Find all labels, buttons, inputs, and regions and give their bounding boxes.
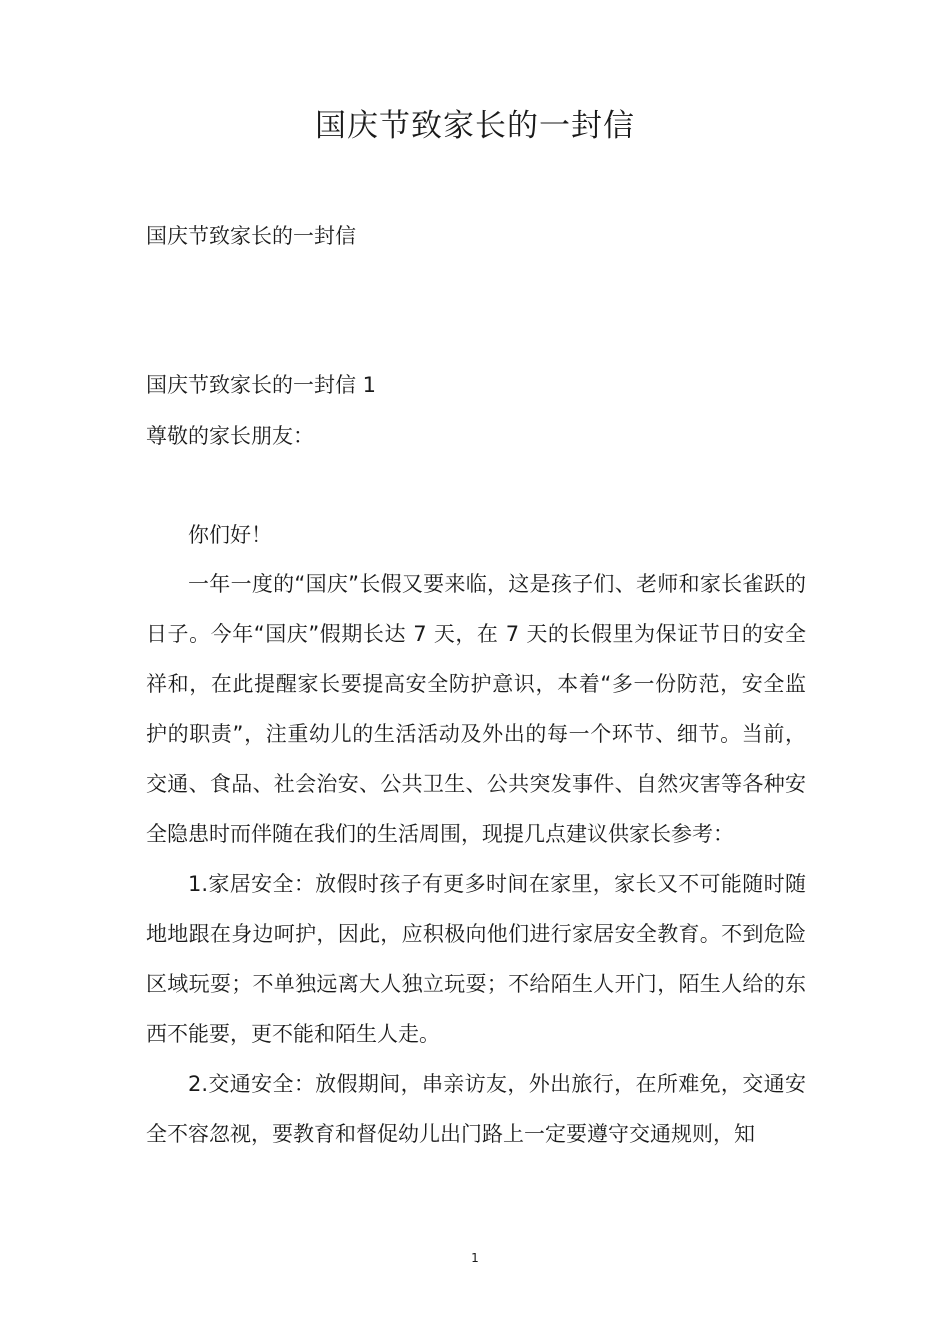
- document-title: 国庆节致家长的一封信: [315, 108, 635, 144]
- document-subtitle: 国庆节致家长的一封信: [146, 224, 356, 248]
- page-number: 1: [471, 1251, 479, 1265]
- letter-body: [146, 559, 806, 1159]
- paragraph-intro: 一年一度的“国庆”长假又要来临，这是孩子们、老师和家长雀跃的日子。今年“国庆”假期长达 7 天，在 7 天的长假里为保证节日的安全祥和，在此提醒家长要提高安全防护意识，本着“多一份防范，安全监护的职责”，注重幼儿的生活活动及外出的每一个环节、细节。当前，交通、食品、社会治安、公共卫生、公共突发事件、自然灾害等各种安全隐患时而伴随在我们的生活周围，现提几点建议供家长参考：: [146, 572, 806, 846]
- section-heading: 国庆节致家长的一封信 1: [146, 373, 377, 397]
- paragraph-traffic-safety: 2.交通安全：放假期间，串亲访友，外出旅行，在所难免，交通安全不容忽视，要教育和督促幼儿出门路上一定要遵守交通规则，知: [146, 1072, 806, 1146]
- greeting: 你们好！: [188, 523, 272, 547]
- paragraph-home-safety: 1.家居安全：放假时孩子有更多时间在家里，家长又不可能随时随地地跟在身边呵护，因此，应积极向他们进行家居安全教育。不到危险区域玩耍；不单独远离大人独立玩耍；不给陌生人开门，陌生人给的东西不能要，更不能和陌生人走。: [146, 872, 806, 1046]
- salutation: 尊敬的家长朋友：: [146, 424, 314, 448]
